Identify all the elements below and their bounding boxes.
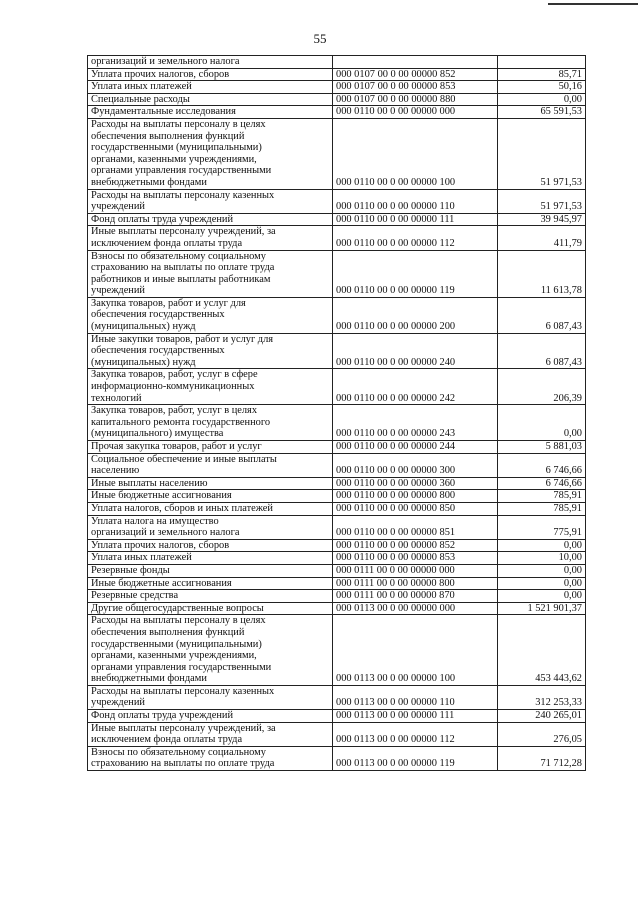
row-code-cell: 000 0111 00 0 00 00000 800: [333, 577, 498, 590]
table-row: [88, 685, 586, 709]
row-name-cell: Уплата иных платежей: [88, 552, 333, 565]
row-name-cell: Закупка товаров, работ, услуг в целях капитального ремонта государственного (муниципального) имущества: [88, 405, 333, 441]
row-name-cell: Специальные расходы: [88, 93, 333, 106]
row-name-cell: организаций и земельного налога: [88, 56, 333, 69]
row-name-cell: Уплата иных платежей: [88, 81, 333, 94]
row-amount-cell: 6 087,43: [498, 333, 586, 369]
row-name-cell: Расходы на выплаты персоналу в целях обеспечения выполнения функций государственными (муниципальными) органами, казенными учреждениями, органами управления государственными внебюджетными фондами: [88, 615, 333, 686]
table-row: [88, 490, 586, 503]
row-code-cell: 000 0107 00 0 00 00000 880: [333, 93, 498, 106]
row-name-cell: Иные бюджетные ассигнования: [88, 490, 333, 503]
row-name-cell: Иные выплаты персоналу учреждений, за исключением фонда оплаты труда: [88, 722, 333, 746]
table-row: [88, 369, 586, 405]
row-code-cell: 000 0110 00 0 00 00000 243: [333, 405, 498, 441]
row-amount-cell: 10,00: [498, 552, 586, 565]
table-row: [88, 189, 586, 213]
table-row: [88, 602, 586, 615]
row-name-cell: Уплата прочих налогов, сборов: [88, 68, 333, 81]
table-row: [88, 405, 586, 441]
row-amount-cell: [498, 56, 586, 69]
row-code-cell: 000 0110 00 0 00 00000 244: [333, 441, 498, 454]
row-code-cell: 000 0107 00 0 00 00000 853: [333, 81, 498, 94]
row-amount-cell: 6 087,43: [498, 297, 586, 333]
table-row: [88, 213, 586, 226]
table-row: [88, 453, 586, 477]
row-code-cell: 000 0110 00 0 00 00000 850: [333, 502, 498, 515]
row-name-cell: Фонд оплаты труда учреждений: [88, 213, 333, 226]
table-row: [88, 333, 586, 369]
table-row: [88, 106, 586, 119]
row-amount-cell: 0,00: [498, 577, 586, 590]
row-name-cell: Фонд оплаты труда учреждений: [88, 710, 333, 723]
corner-mark: [548, 3, 638, 5]
row-code-cell: 000 0110 00 0 00 00000 000: [333, 106, 498, 119]
row-code-cell: 000 0113 00 0 00 00000 110: [333, 685, 498, 709]
row-name-cell: Другие общегосударственные вопросы: [88, 602, 333, 615]
row-code-cell: 000 0113 00 0 00 00000 119: [333, 746, 498, 770]
row-name-cell: Резервные средства: [88, 590, 333, 603]
row-amount-cell: 51 971,53: [498, 189, 586, 213]
row-amount-cell: 51 971,53: [498, 118, 586, 189]
row-name-cell: Уплата налогов, сборов и иных платежей: [88, 502, 333, 515]
row-name-cell: Расходы на выплаты персоналу казенных учреждений: [88, 685, 333, 709]
table-row: [88, 552, 586, 565]
row-amount-cell: 312 253,33: [498, 685, 586, 709]
row-code-cell: 000 0110 00 0 00 00000 300: [333, 453, 498, 477]
row-code-cell: 000 0110 00 0 00 00000 200: [333, 297, 498, 333]
row-amount-cell: 71 712,28: [498, 746, 586, 770]
row-code-cell: 000 0111 00 0 00 00000 000: [333, 564, 498, 577]
row-code-cell: 000 0110 00 0 00 00000 360: [333, 477, 498, 490]
row-amount-cell: 0,00: [498, 93, 586, 106]
table-row: [88, 502, 586, 515]
row-name-cell: Фундаментальные исследования: [88, 106, 333, 119]
row-amount-cell: 6 746,66: [498, 477, 586, 490]
row-name-cell: Расходы на выплаты персоналу казенных учреждений: [88, 189, 333, 213]
row-amount-cell: 785,91: [498, 490, 586, 503]
row-amount-cell: 6 746,66: [498, 453, 586, 477]
row-amount-cell: 240 265,01: [498, 710, 586, 723]
table-row: [88, 722, 586, 746]
table-row: [88, 515, 586, 539]
row-amount-cell: 0,00: [498, 564, 586, 577]
row-name-cell: Взносы по обязательному социальному страхованию на выплаты по оплате труда: [88, 746, 333, 770]
row-code-cell: 000 0110 00 0 00 00000 242: [333, 369, 498, 405]
row-name-cell: Расходы на выплаты персоналу в целях обеспечения выполнения функций государственными (муниципальными) органами, казенными учреждениями, органами управления государственными внебюджетными фондами: [88, 118, 333, 189]
table-row: [88, 118, 586, 189]
row-code-cell: 000 0110 00 0 00 00000 111: [333, 213, 498, 226]
row-name-cell: Иные бюджетные ассигнования: [88, 577, 333, 590]
row-name-cell: Иные выплаты персоналу учреждений, за исключением фонда оплаты труда: [88, 226, 333, 250]
table-row: [88, 477, 586, 490]
row-code-cell: 000 0110 00 0 00 00000 853: [333, 552, 498, 565]
row-amount-cell: 65 591,53: [498, 106, 586, 119]
row-name-cell: Иные закупки товаров, работ и услуг для обеспечения государственных (муниципальных) нужд: [88, 333, 333, 369]
row-amount-cell: 39 945,97: [498, 213, 586, 226]
row-amount-cell: 785,91: [498, 502, 586, 515]
row-amount-cell: 411,79: [498, 226, 586, 250]
table-row: [88, 615, 586, 686]
row-code-cell: 000 0110 00 0 00 00000 240: [333, 333, 498, 369]
row-amount-cell: 206,39: [498, 369, 586, 405]
row-amount-cell: 453 443,62: [498, 615, 586, 686]
row-code-cell: 000 0110 00 0 00 00000 800: [333, 490, 498, 503]
row-name-cell: Закупка товаров, работ, услуг в сфере информационно-коммуникационных технологий: [88, 369, 333, 405]
row-amount-cell: 1 521 901,37: [498, 602, 586, 615]
table-row: [88, 564, 586, 577]
row-amount-cell: 775,91: [498, 515, 586, 539]
table-row: [88, 590, 586, 603]
table-row: [88, 56, 586, 69]
table-row: [88, 81, 586, 94]
table-row: [88, 577, 586, 590]
row-amount-cell: 5 881,03: [498, 441, 586, 454]
row-name-cell: Социальное обеспечение и иные выплаты населению: [88, 453, 333, 477]
row-amount-cell: 11 613,78: [498, 250, 586, 297]
row-name-cell: Прочая закупка товаров, работ и услуг: [88, 441, 333, 454]
row-code-cell: 000 0110 00 0 00 00000 851: [333, 515, 498, 539]
table-row: [88, 710, 586, 723]
budget-table: [87, 55, 586, 771]
row-name-cell: Уплата налога на имущество организаций и земельного налога: [88, 515, 333, 539]
row-amount-cell: 276,05: [498, 722, 586, 746]
row-code-cell: 000 0111 00 0 00 00000 870: [333, 590, 498, 603]
row-code-cell: [333, 56, 498, 69]
row-code-cell: 000 0110 00 0 00 00000 112: [333, 226, 498, 250]
row-amount-cell: 0,00: [498, 590, 586, 603]
row-name-cell: Взносы по обязательному социальному страхованию на выплаты по оплате труда работников и иные выплаты работникам учреждений: [88, 250, 333, 297]
row-amount-cell: 0,00: [498, 405, 586, 441]
row-name-cell: Закупка товаров, работ и услуг для обеспечения государственных (муниципальных) нужд: [88, 297, 333, 333]
row-amount-cell: 85,71: [498, 68, 586, 81]
row-code-cell: 000 0113 00 0 00 00000 111: [333, 710, 498, 723]
row-code-cell: 000 0113 00 0 00 00000 112: [333, 722, 498, 746]
budget-table-body: [88, 56, 586, 771]
row-code-cell: 000 0110 00 0 00 00000 100: [333, 118, 498, 189]
table-row: [88, 93, 586, 106]
row-amount-cell: 0,00: [498, 539, 586, 552]
table-row: [88, 441, 586, 454]
row-name-cell: Иные выплаты населению: [88, 477, 333, 490]
row-code-cell: 000 0110 00 0 00 00000 119: [333, 250, 498, 297]
table-row: [88, 226, 586, 250]
row-amount-cell: 50,16: [498, 81, 586, 94]
row-code-cell: 000 0107 00 0 00 00000 852: [333, 68, 498, 81]
row-code-cell: 000 0113 00 0 00 00000 100: [333, 615, 498, 686]
table-row: [88, 746, 586, 770]
row-name-cell: Уплата прочих налогов, сборов: [88, 539, 333, 552]
table-row: [88, 250, 586, 297]
table-row: [88, 297, 586, 333]
row-code-cell: 000 0113 00 0 00 00000 000: [333, 602, 498, 615]
row-code-cell: 000 0110 00 0 00 00000 110: [333, 189, 498, 213]
page-number: 55: [313, 31, 327, 46]
row-name-cell: Резервные фонды: [88, 564, 333, 577]
row-code-cell: 000 0110 00 0 00 00000 852: [333, 539, 498, 552]
table-row: [88, 539, 586, 552]
table-row: [88, 68, 586, 81]
